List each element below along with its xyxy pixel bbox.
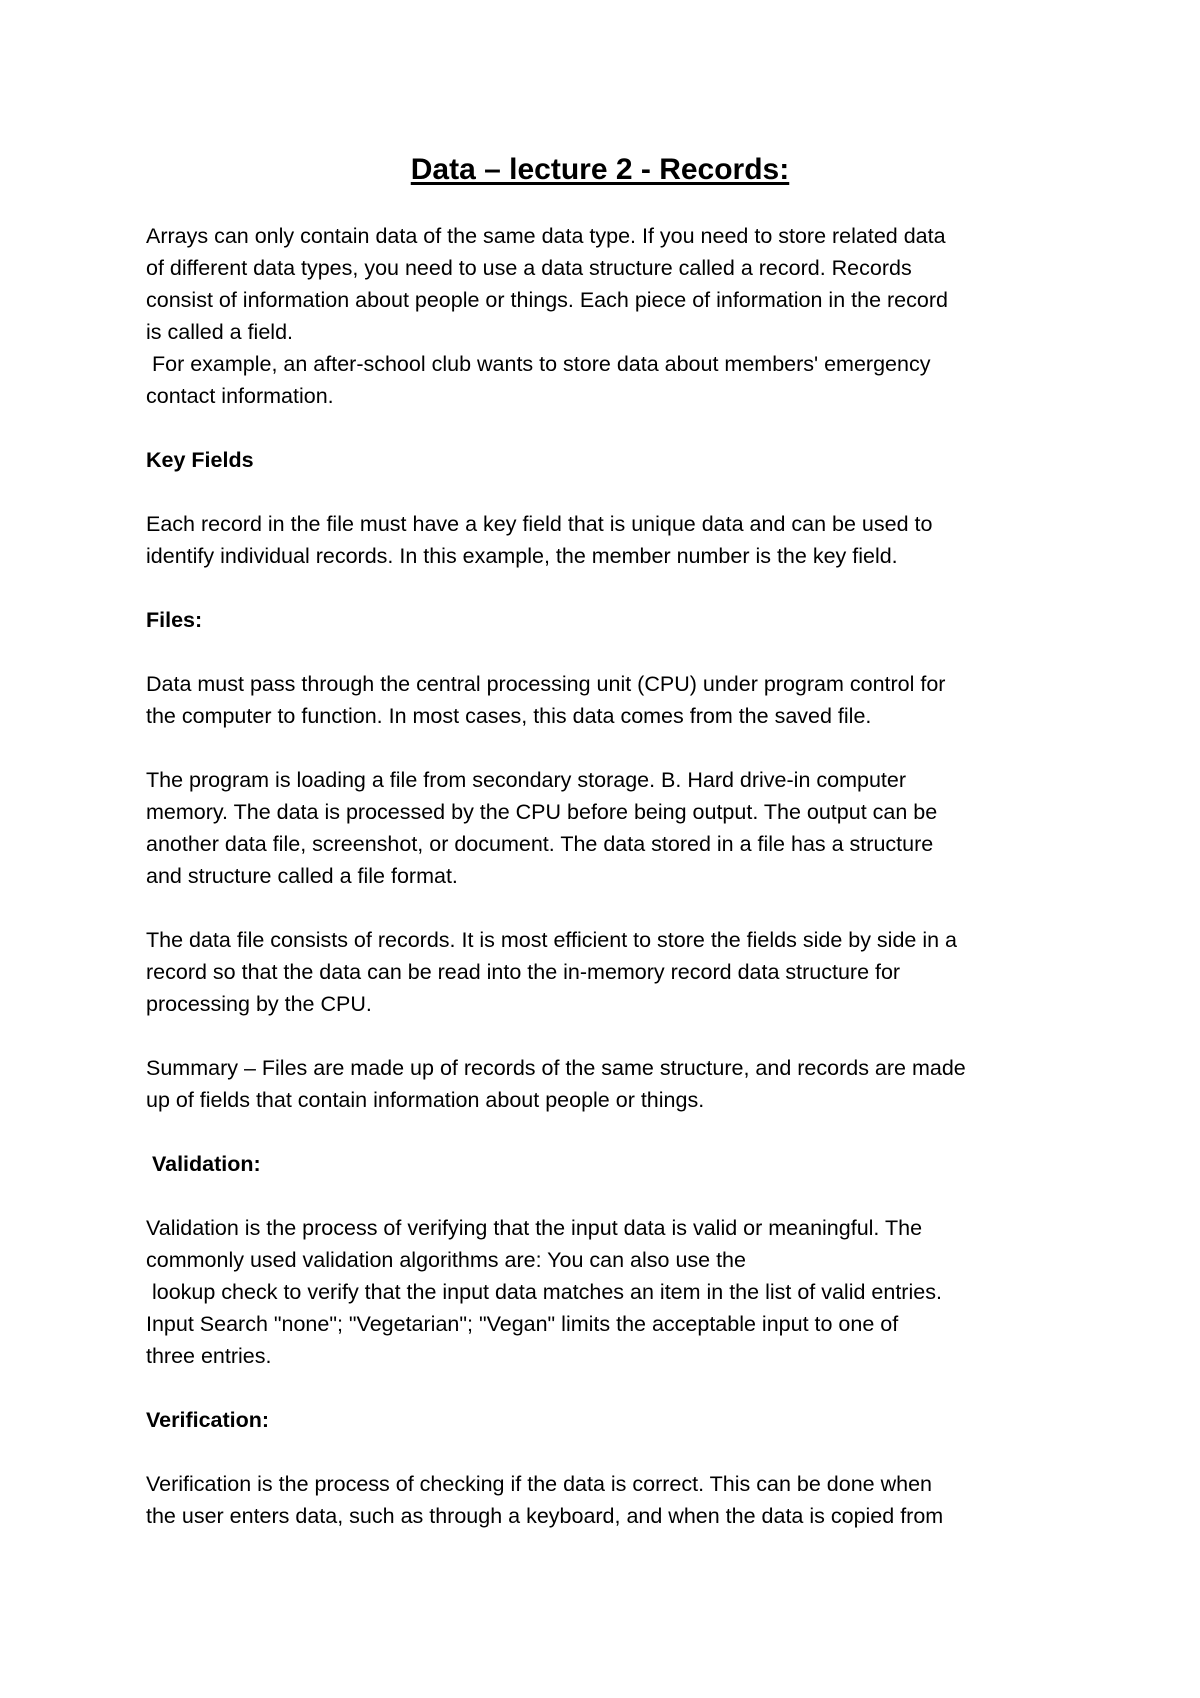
validation-heading: Validation: [146,1152,261,1176]
text-line: consist of information about people or things. Each piece of information in the record [146,288,948,312]
text-line: another data file, screenshot, or document. The data stored in a file has a structure [146,832,934,856]
verification-paragraph [146,1468,1066,1532]
files-paragraph-2 [146,764,1066,892]
intro-paragraph [146,220,1066,412]
text-line: and structure called a file format. [146,864,458,888]
summary-paragraph [146,1052,1066,1116]
text-line: Summary – Files are made up of records of the same structure, and records are made [146,1056,966,1080]
text-line: Verification is the process of checking if the data is correct. This can be done when [146,1472,932,1496]
text-line: memory. The data is processed by the CPU before being output. The output can be [146,800,938,824]
document-body [146,220,1066,1564]
text-line: the user enters data, such as through a keyboard, and when the data is copied from [146,1504,944,1528]
verification-heading: Verification: [146,1408,270,1432]
text-line: Each record in the file must have a key field that is unique data and can be used to [146,512,933,536]
text-line: identify individual records. In this example, the member number is the key field. [146,544,898,568]
files-paragraph-3 [146,924,1066,1020]
key-fields-paragraph [146,508,1066,572]
text-line: is called a field. [146,320,293,344]
text-line: processing by the CPU. [146,992,372,1016]
text-line: The program is loading a file from secondary storage. B. Hard drive-in computer [146,768,907,792]
text-line: lookup check to verify that the input data matches an item in the list of valid entries. [146,1280,942,1304]
text-line: For example, an after-school club wants to store data about members' emergency [146,352,931,376]
text-line: up of fields that contain information about people or things. [146,1088,705,1112]
key-fields-heading: Key Fields [146,448,254,472]
text-line: of different data types, you need to use a data structure called a record. Records [146,256,912,280]
files-heading: Files: [146,608,203,632]
text-line: three entries. [146,1344,272,1368]
text-line: commonly used validation algorithms are: You can also use the [146,1248,746,1272]
text-line: The data file consists of records. It is most efficient to store the fields side by side in a [146,928,958,952]
text-line: Validation is the process of verifying that the input data is valid or meaningful. The [146,1216,923,1240]
text-line: Data must pass through the central processing unit (CPU) under program control for [146,672,946,696]
text-line: the computer to function. In most cases, this data comes from the saved file. [146,704,872,728]
text-line: Input Search "none"; "Vegetarian"; "Vegan" limits the acceptable input to one of [146,1312,899,1336]
text-line: record so that the data can be read into the in-memory record data structure for [146,960,901,984]
text-line: contact information. [146,384,334,408]
page-title: Data – lecture 2 - Records: [410,153,790,186]
validation-paragraph [146,1212,1066,1372]
files-paragraph-1 [146,668,1066,732]
text-line: Arrays can only contain data of the same data type. If you need to store related data [146,224,946,248]
